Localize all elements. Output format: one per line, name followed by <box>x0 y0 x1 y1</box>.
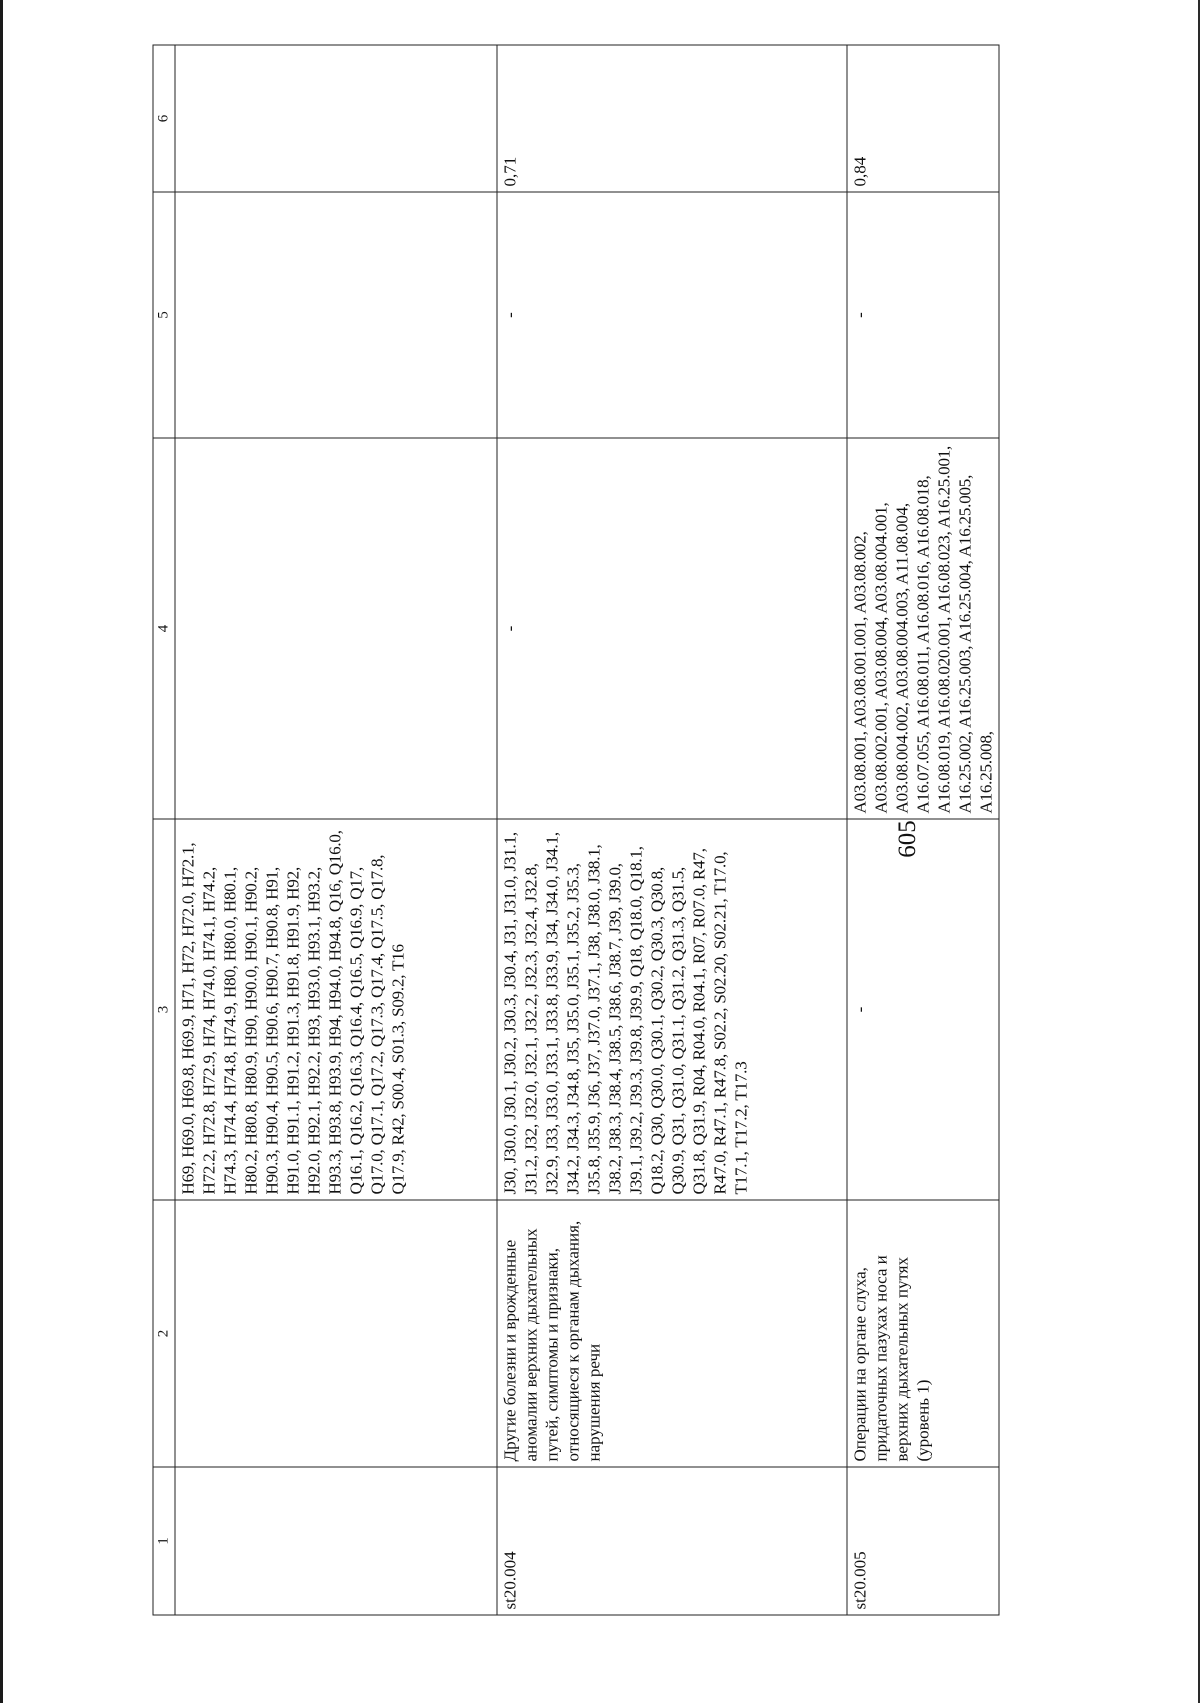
row-id: st20.005 <box>847 1467 999 1615</box>
column-header: 1 <box>153 1467 175 1615</box>
column-header: 3 <box>153 819 175 1200</box>
row-name <box>175 1200 497 1467</box>
table-row <box>497 45 847 1615</box>
row-coefficient <box>175 45 497 192</box>
page-number: 605 <box>894 820 921 858</box>
row-diagnoses: - <box>847 819 999 1200</box>
row-diagnoses: H69, H69.0, H69.8, H69.9, H71, H72, H72.0, H72.1, H72.2, H72.8, H72.9, H74, H74.0, H74.1, H74.2, H74.3, H74.4, H74.8, H74.9, H80, H80.0, H80.1, H80.2, H80.8, H80.9, H90, H90.0, H90.1, H90.2, H90.3, H90.4, H90.5, H90.6, H90.7, H90.8, H91, H91.0, H91.1, H91.2, H91.3, H91.8, H91.9, H92, H92.0, H92.1, H92.2, H93, H93.0, H93.1, H93.2, H93.3, H93.8, H93.9, H94, H94.0, H94.8, Q16, Q16.0, Q16.1, Q16.2, Q16.3, Q16.4, Q16.5, Q16.9, Q17, Q17.0, Q17.1, Q17.2, Q17.3, Q17.4, Q17.5, Q17.8, Q17.9, R42, S00.4, S01.3, S09.2, T16 <box>175 819 497 1200</box>
row-id <box>175 1467 497 1615</box>
table-header-row <box>153 45 175 1615</box>
row-coefficient: 0,71 <box>497 45 847 192</box>
row-services <box>175 438 497 819</box>
row-diagnoses: J30, J30.0, J30.1, J30.2, J30.3, J30.4, J31, J31.0, J31.1, J31.2, J32, J32.0, J32.1, J32.2, J32.3, J32.4, J32.8, J32.9, J33, J33.0, J33.1, J33.8, J33.9, J34, J34.0, J34.1, J34.2, J34.3, J34.8, J35, J35.0, J35.1, J35.2, J35.3, J35.8, J35.9, J36, J37, J37.0, J37.1, J38, J38.0, J38.1, J38.2, J38.3, J38.4, J38.5, J38.6, J38.7, J39, J39.0, J39.1, J39.2, J39.3, J39.8, J39.9, Q18, Q18.0, Q18.1, Q18.2, Q30, Q30.0, Q30.1, Q30.2, Q30.3, Q30.8, Q30.9, Q31, Q31.0, Q31.1, Q31.2, Q31.3, Q31.5, Q31.8, Q31.9, R04, R04.0, R04.1, R07, R07.0, R47, R47.0, R47.1, R47.8, S02.2, S02.20, S02.21, T17.0, T17.1, T17.2, T17.3 <box>497 819 847 1200</box>
row-col5: - <box>847 192 999 438</box>
row-col5: - <box>497 192 847 438</box>
table-row <box>175 45 497 1615</box>
row-name: Другие болезни и врожденные аномалии верхних дыхательных путей, симптомы и признаки, относящиеся к органам дыхания, нарушения речи <box>497 1200 847 1467</box>
scan-edge-left <box>0 0 3 1703</box>
row-services: A03.08.001, A03.08.001.001, A03.08.002, A03.08.002.001, A03.08.004, A03.08.004.001, A03.08.004.002, A03.08.004.003, A11.08.004, A16.07.055, A16.08.011, A16.08.016, A16.08.018, A16.08.019, A16.08.020.001, A16.08.023, A16.25.001, A16.25.002, A16.25.003, A16.25.004, A16.25.005, A16.25.008, <box>847 438 999 819</box>
row-col5 <box>175 192 497 438</box>
row-coefficient: 0,84 <box>847 45 999 192</box>
column-header: 5 <box>153 192 175 438</box>
column-header: 2 <box>153 1200 175 1467</box>
tariff-table <box>153 46 996 1616</box>
column-header: 4 <box>153 438 175 819</box>
row-name: Операции на органе слуха, придаточных пазухах носа и верхних дыхательных путях (уровень 1) <box>847 1200 999 1467</box>
table-row <box>847 45 999 1615</box>
row-services: - <box>497 438 847 819</box>
row-id: st20.004 <box>497 1467 847 1615</box>
column-header: 6 <box>153 45 175 192</box>
